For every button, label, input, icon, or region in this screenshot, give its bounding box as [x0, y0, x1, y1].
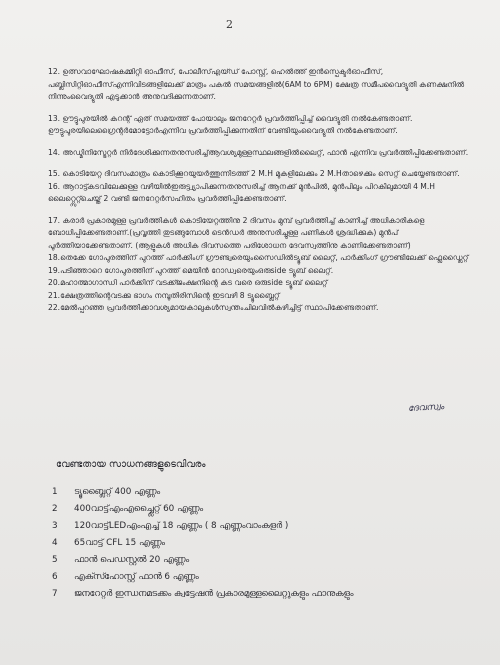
list-item: [52, 487, 472, 504]
condition-item-18: 18.തെക്കേ ഗോപുരത്തിന് പുറത്ത് പാർക്കിംഗ് ഗ്രൗണ്ട്വരെയുംസൈഡിൽട്യൂബ് ലൈറ്റ്, പാർക്കിംഗ് ഗ്രൗണ്ടിലേക്ക് ഫ്ലെഡ്ലൈറ്റ്: [48, 253, 469, 262]
list-item-text: 65വാട്ട് CFL 15 എണ്ണം: [74, 538, 165, 548]
list-item: [52, 521, 472, 538]
condition-item-19: 19.പടിഞ്ഞാറെ ഗോപുരത്തിന് പുറത്ത് മെയിൻ റോഡ്വരെയുംഒരുside ട്യൂബ് ലൈറ്റ്.: [48, 265, 334, 275]
list-item: [52, 572, 472, 589]
list-item: [52, 538, 472, 555]
list-item-number: 5: [52, 555, 58, 565]
requirements-heading: വേണ്ടതായ സാധനങ്ങളുടെവിവരം: [56, 459, 206, 470]
list-item-number: 4: [52, 538, 58, 548]
list-item-text: ഫാൻ പെഡസ്റ്റൽ 20 എണ്ണം: [74, 555, 190, 565]
list-item-text: ജനറേറ്റർ ഇന്ധനമടക്കം ക്വട്ടേഷൻ പ്രകാരമുള്ളലൈറ്റുകളും ഫാനുകളും: [74, 589, 354, 599]
list-item: [52, 504, 472, 521]
list-item-number: 1: [52, 487, 58, 497]
list-item-number: 2: [52, 504, 58, 514]
condition-item-22: 22.മേൽപ്പറഞ്ഞ പ്രവർത്തിക്കാവശ്യമായകാലുകൾസ്വന്തംചിലവിൽകുഴിച്ചിട്ട് സ്ഥാപിക്കേണ്ടതാണ്.: [48, 303, 379, 312]
condition-item-17: 17. കരാർ പ്രകാരമുള്ള പ്രവർത്തികൾ കൊടിയേറ്റത്തിനു 2 ദിവസം മുമ്പ് പ്രവർത്തിച്ച് കാണിച്ച് അധികാരികളെ ബോധിപ്പിക്കേണ്ടതാണ്.(പ്രവൃത്തി തുടങ്ങുമ്പോൾ ടെൻഡർ അനുസരിച്ചുള്ള പണികൾ ശ്രദ്ധിക്കുക) മുൻപ് പൂർത്തിയാക്കേണ്ടതാണ്. (ആളുകൾ അധിക ദിവസത്തെ പരിശോധന ദേവസ്വത്തിനു കാണിക്കേണ്ടതാണ്): [48, 215, 425, 250]
condition-item-16: 16. ആറാട്ട്കടവിലേക്കുള്ള വഴിയിൽഇരുട്ട്വ്യാപിക്കുന്നതനുസരിച്ച് ആനക്ക് മുൻപിൽ, മുൻപിലും പിറകിലുമായി 4 M.H ലൈറ്റ്സെറ്റ്ചെയ്ത് 2 വണ്ടി ജനറേറ്റർസഹിതം പ്രവർത്തിപ്പിക്കേണ്ടതാണ്.: [48, 181, 435, 203]
condition-item-13: 13. ഊട്ടുപുരയിൽ കറന്റ് ഏത് സമയത്ത് പോയാലും ജനറേറ്റർ പ്രവർത്തിപ്പിച്ച് വൈദ്യുതി നൽകേണ്ടതാണ്. ഊട്ടുപുരയിലെഗ്രൈന്റർമോട്ടോർഎന്നിവ പ്രവർത്തിപ്പിക്കുന്നതിന് വേണ്ടിയുംവൈദ്യുതി നൽകേണ്ടതാണ്.: [48, 113, 413, 135]
condition-item-12: 12. ഉത്സവാഘോഷകമ്മിറ്റി ഓഫീസ്, പോലീസ്എയ്ഡ് പോസ്റ്റ്, ഹെൽത്ത് ഇൻസ്പെക്ടർഓഫീസ്, പബ്ലിസിറ്റിഓഫീസ്എന്നിവിടങ്ങളിലേക്ക് മാത്രം പകൽ സമയങ്ങളിൽ(6AM to 6PM) ക്ഷേത്ര സമീപവൈദ്യുതി കണക്ഷനിൽ നിന്നുംവൈദ്യുതി എടുക്കാൻ അനുവദിക്കുന്നതാണ്.: [48, 67, 465, 101]
list-item: [52, 555, 472, 572]
condition-item-14: 14. അഡ്മിനിസ്ട്രേറ്റർ നിർദേശിക്കുന്നതനുസരിച്ച്ആവശ്യമുള്ളസ്ഥലങ്ങളിൽലൈറ്റ്, ഫാൻ എന്നിവ പ്രവർത്തിപ്പിക്കേണ്ടതാണ്.: [48, 147, 469, 157]
signature: ദേവസ്വം: [407, 402, 445, 414]
list-item: [52, 589, 472, 606]
conditions-list: [48, 66, 478, 315]
list-item-text: 400വാട്ട്എംഎച്ച്ലൈറ്റ് 60 എണ്ണം: [74, 504, 204, 514]
list-item-text: എക്സ്ഹോസ്റ്റ് ഫാൻ 6 എണ്ണം: [74, 572, 199, 582]
requirements-list: [52, 487, 472, 606]
list-item-number: 3: [52, 521, 58, 531]
page-number: 2: [226, 18, 233, 31]
list-item-number: 7: [52, 589, 58, 599]
condition-item-20: 20.മഹാത്മാഗാന്ധി പാർക്കിന് വടക്ക്ജംക്ഷനിന്റെ കട വരെ ഒരുside ട്യൂബ് ലൈറ്റ്: [48, 278, 328, 287]
list-item-text: ട്യൂബ്ലൈറ്റ് 400 എണ്ണം: [74, 487, 161, 497]
condition-item-15: 15. കൊടിയേറ്റ ദിവസംമാത്രം കൊടിക്കൂറയുയർത്തുന്നിടത്ത് 2 M.H മുകളിലേക്കും 2 M.Hതാഴെക്കും സെറ്റ് ചെയ്യേണ്ടതാണ്.: [48, 169, 460, 178]
list-item-text: 120വാട്ട്LEDഎംഎച്ച് 18 എണ്ണം ( 8 എണ്ണംവാംകളർ ): [74, 521, 289, 531]
condition-item-21: 21.ക്ഷേത്രത്തിന്റെവടക്കു ഭാഗം നമ്പൂതിരിസിന്റെ ഇടവഴി 8 ട്യൂബ്ലൈറ്റ്: [48, 290, 280, 300]
list-item-number: 6: [52, 572, 58, 582]
